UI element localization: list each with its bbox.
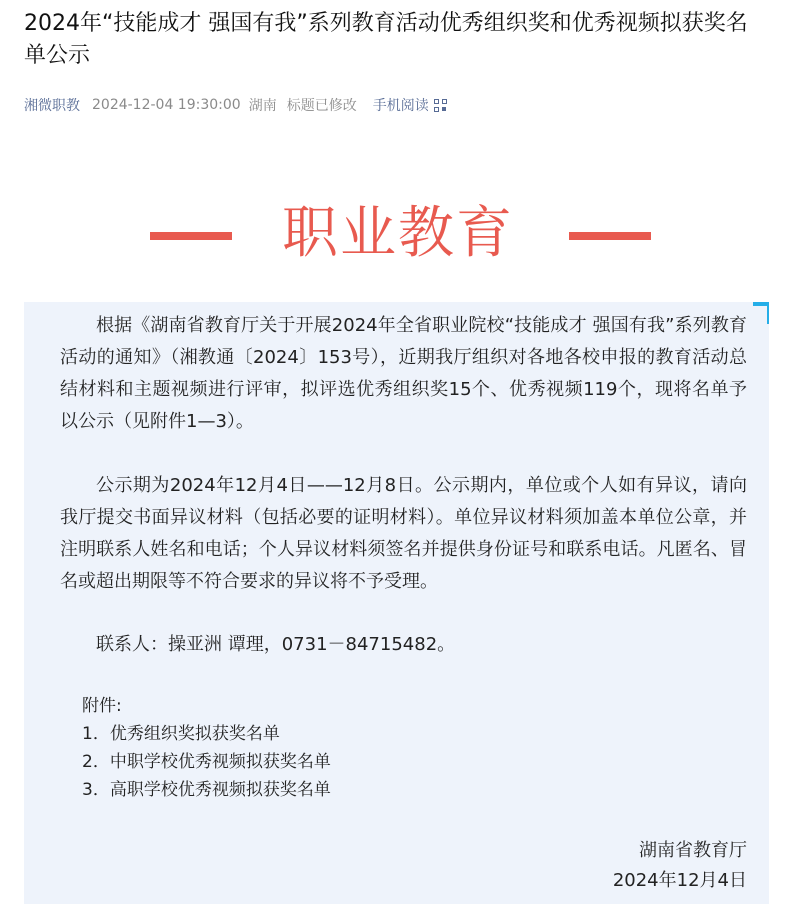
paragraph-period: 公示期为2024年12月4日——12月8日。公示期内，单位或个人如有异议，请向我厅提交书面异议材料（包括必要的证明材料）。单位异议材料须加盖本单位公章，并注明联系人姓名和电话；个人异议材料须签名并提供身份证号和联系电话。凡匿名、冒名或超出期限等不符合要求的异议将不予受理。 <box>60 475 747 592</box>
attachment-item: 2．中职学校优秀视频拟获奖名单 <box>82 752 331 772</box>
banner-heading: 职业教育 <box>282 201 514 266</box>
paragraph-notice: 根据《湖南省教育厅关于开展2024年全省职业院校“技能成才 强国有我”系列教育活动的通知》（湘教通〔2024〕153号），近期我厅组织对各地各校申报的教育活动总结材料和主题视频进行评审，拟评选优秀组织奖15个、优秀视频119个，现将名单予以公示（见附件1—3）。 <box>60 315 747 432</box>
banner-dash-right <box>569 232 651 240</box>
mobile-read-label: 手机阅读 <box>372 98 429 114</box>
article-meta <box>24 94 447 116</box>
account-name-link[interactable]: 湘微职教 <box>24 98 80 114</box>
section-banner <box>0 190 785 280</box>
mobile-read-link[interactable] <box>373 95 447 115</box>
region-label: 湖南 <box>248 98 277 114</box>
attachments-label: 附件: <box>82 696 122 716</box>
article-title: 2024年“技能成才 强国有我”系列教育活动优秀组织奖和优秀视频拟获奖名单公示 <box>24 11 748 68</box>
article-body <box>24 302 769 904</box>
contact-line: 联系人：操亚洲 谭理，0731－84715482。 <box>96 634 456 655</box>
signature-date: 2024年12月4日 <box>612 870 747 891</box>
title-edited-note: 标题已修改 <box>286 98 357 114</box>
banner-dash-left <box>150 232 232 240</box>
publish-datetime: 2024-12-04 19:30:00 <box>92 97 241 113</box>
qr-code-icon[interactable] <box>434 99 447 112</box>
signature-org: 湖南省教育厅 <box>639 840 747 861</box>
attachment-item: 1．优秀组织奖拟获奖名单 <box>82 724 280 744</box>
corner-accent-vertical <box>767 306 769 324</box>
attachment-item: 3．高职学校优秀视频拟获奖名单 <box>82 780 331 800</box>
